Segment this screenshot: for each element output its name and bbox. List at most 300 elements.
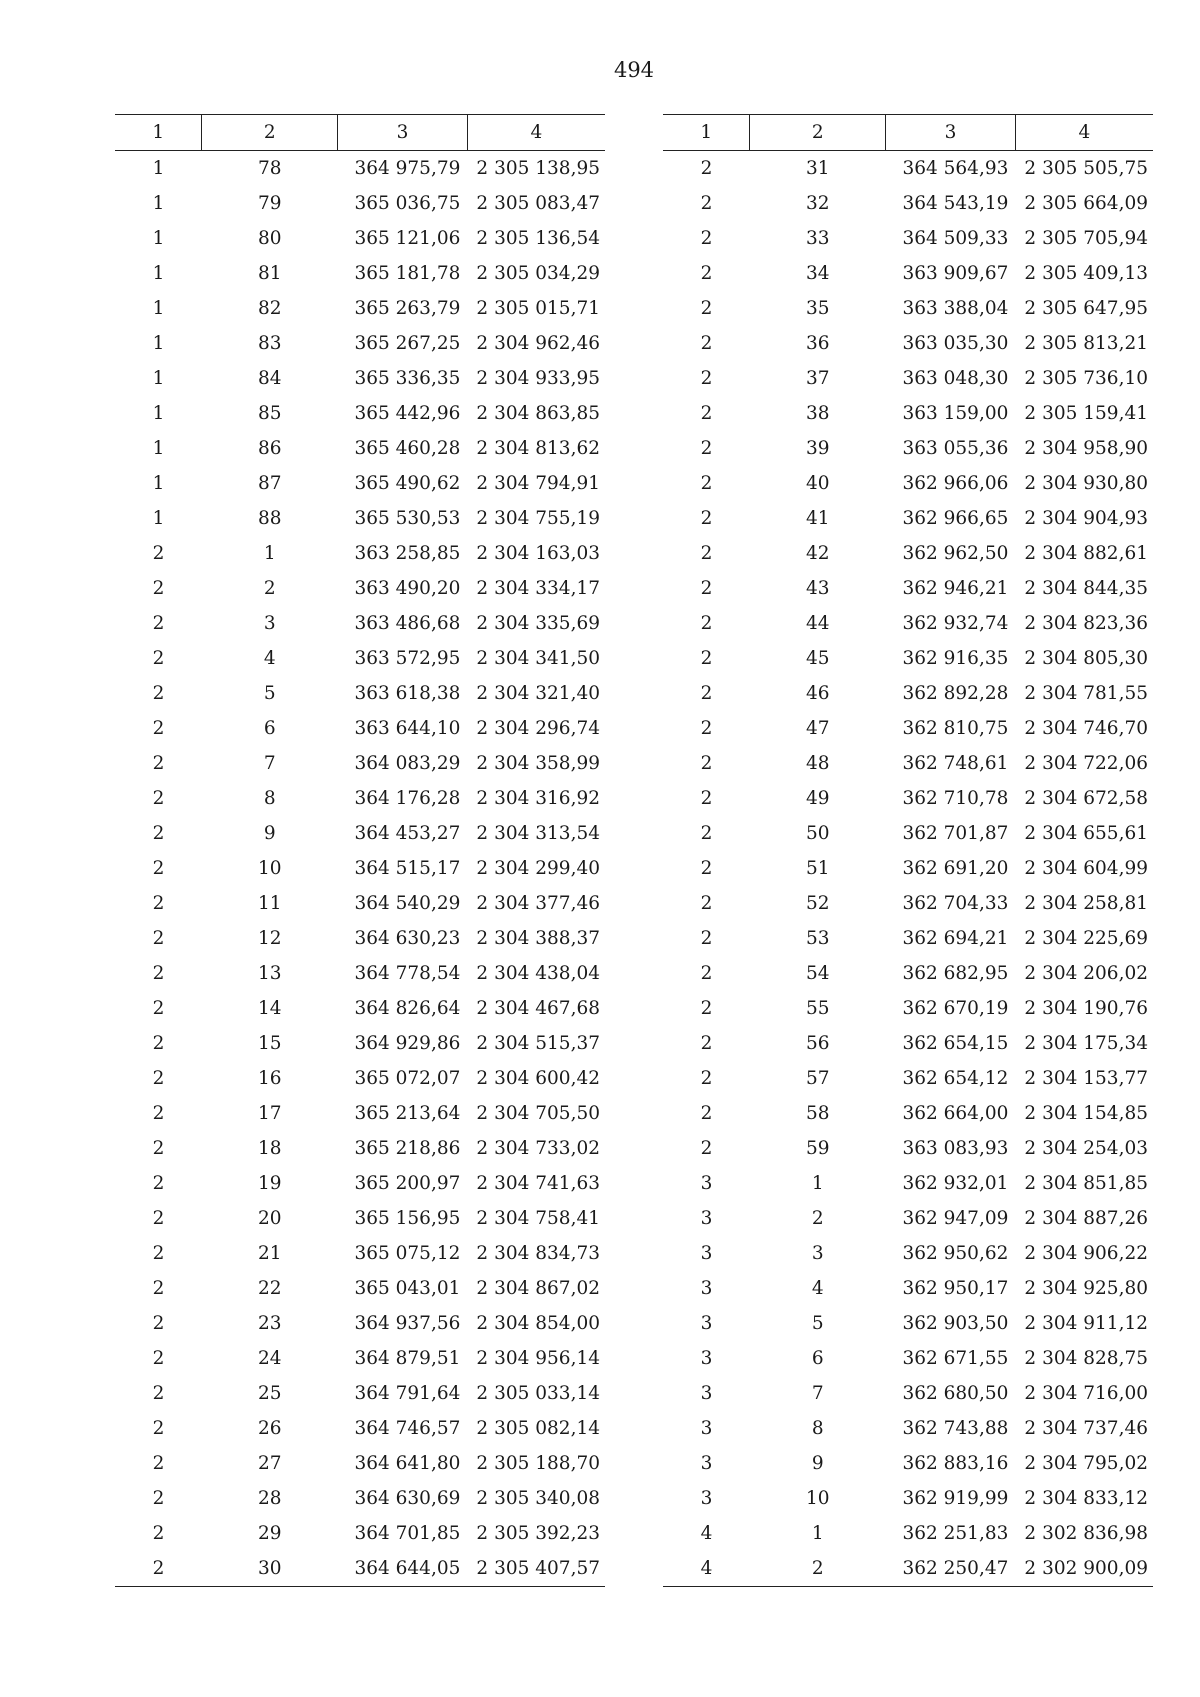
y-coordinate-cell: 2 304 958,90 (1024, 438, 1148, 459)
y-coordinate-cell: 2 304 746,70 (1024, 718, 1148, 739)
y-coordinate-cell: 2 304 335,69 (476, 613, 600, 634)
y-coordinate-cell: 2 305 505,75 (1024, 158, 1148, 179)
table-row (115, 221, 605, 256)
y-coordinate-cell: 2 304 175,34 (1024, 1033, 1148, 1054)
table-row (115, 431, 605, 466)
column-header-1: 1 (115, 115, 202, 151)
y-coordinate-cell: 2 305 188,70 (476, 1453, 600, 1474)
x-coordinate-cell: 363 486,68 (354, 613, 461, 634)
table-row (115, 466, 605, 501)
y-coordinate-cell: 2 304 867,02 (476, 1278, 600, 1299)
y-coordinate-cell: 2 304 225,69 (1024, 928, 1148, 949)
section-cell: 2 (700, 928, 713, 949)
page-number: 494 (613, 58, 655, 82)
y-coordinate-cell: 2 304 190,76 (1024, 998, 1148, 1019)
point-number-cell: 79 (257, 193, 282, 214)
point-number-cell: 1 (811, 1173, 824, 1194)
point-number-cell: 12 (257, 928, 282, 949)
column-header-3: 3 (338, 115, 468, 151)
table-row (115, 326, 605, 361)
y-coordinate-cell: 2 304 515,37 (476, 1033, 600, 1054)
table-row (663, 1306, 1153, 1341)
table-row (663, 536, 1153, 571)
y-coordinate-cell: 2 304 933,95 (476, 368, 600, 389)
table-row (663, 1166, 1153, 1201)
point-number-cell: 37 (805, 368, 830, 389)
y-coordinate-cell: 2 304 906,22 (1024, 1243, 1148, 1264)
table-row (115, 151, 605, 187)
y-coordinate-cell: 2 305 409,13 (1024, 263, 1148, 284)
table-row (663, 816, 1153, 851)
y-coordinate-cell: 2 304 388,37 (476, 928, 600, 949)
x-coordinate-cell: 363 258,85 (354, 543, 461, 564)
point-number-cell: 22 (257, 1278, 282, 1299)
column-header-4: 4 (467, 115, 605, 151)
section-cell: 1 (152, 368, 165, 389)
y-coordinate-cell: 2 304 851,85 (1024, 1173, 1148, 1194)
x-coordinate-cell: 362 251,83 (902, 1523, 1009, 1544)
section-cell: 2 (700, 438, 713, 459)
section-cell: 3 (700, 1453, 713, 1474)
column-header-4: 4 (1015, 115, 1153, 151)
table-row (115, 361, 605, 396)
coordinates-table-right (663, 114, 1153, 1587)
section-cell: 2 (152, 1348, 165, 1369)
point-number-cell: 47 (805, 718, 830, 739)
table-row (115, 186, 605, 221)
table-row (663, 1131, 1153, 1166)
point-number-cell: 8 (811, 1418, 824, 1439)
x-coordinate-cell: 362 962,50 (902, 543, 1009, 564)
table-header-row (115, 115, 605, 151)
point-number-cell: 43 (805, 578, 830, 599)
x-coordinate-cell: 365 530,53 (354, 508, 461, 529)
section-cell: 2 (700, 263, 713, 284)
section-cell: 1 (152, 473, 165, 494)
point-number-cell: 34 (805, 263, 830, 284)
x-coordinate-cell: 362 743,88 (902, 1418, 1009, 1439)
column-header-2: 2 (750, 115, 886, 151)
x-coordinate-cell: 365 036,75 (354, 193, 461, 214)
y-coordinate-cell: 2 305 736,10 (1024, 368, 1148, 389)
point-number-cell: 1 (811, 1523, 824, 1544)
table-row (115, 956, 605, 991)
table-row (115, 536, 605, 571)
y-coordinate-cell: 2 304 600,42 (476, 1068, 600, 1089)
y-coordinate-cell: 2 305 664,09 (1024, 193, 1148, 214)
point-number-cell: 23 (257, 1313, 282, 1334)
table-row (663, 606, 1153, 641)
x-coordinate-cell: 363 909,67 (902, 263, 1009, 284)
x-coordinate-cell: 362 694,21 (902, 928, 1009, 949)
section-cell: 2 (700, 1138, 713, 1159)
x-coordinate-cell: 362 810,75 (902, 718, 1009, 739)
point-number-cell: 2 (263, 578, 276, 599)
table-row (663, 991, 1153, 1026)
point-number-cell: 54 (805, 963, 830, 984)
x-coordinate-cell: 363 159,00 (902, 403, 1009, 424)
table-row (115, 291, 605, 326)
table-row (115, 711, 605, 746)
point-number-cell: 52 (805, 893, 830, 914)
x-coordinate-cell: 364 644,05 (338, 1551, 468, 1587)
y-coordinate-cell: 2 304 962,46 (476, 333, 600, 354)
section-cell: 2 (152, 1068, 165, 1089)
point-number-cell: 11 (257, 893, 282, 914)
point-number-cell: 87 (257, 473, 282, 494)
point-number-cell: 7 (263, 753, 276, 774)
table-row (663, 1026, 1153, 1061)
point-number-cell: 7 (811, 1383, 824, 1404)
point-number-cell: 4 (811, 1278, 824, 1299)
point-number-cell: 41 (805, 508, 830, 529)
x-coordinate-cell: 364 083,29 (354, 753, 461, 774)
y-coordinate-cell: 2 304 737,46 (1024, 1418, 1148, 1439)
x-coordinate-cell: 364 540,29 (354, 893, 461, 914)
x-coordinate-cell: 365 200,97 (354, 1173, 461, 1194)
section-cell: 2 (700, 473, 713, 494)
y-coordinate-cell: 2 304 334,17 (476, 578, 600, 599)
y-coordinate-cell: 2 305 159,41 (1024, 403, 1148, 424)
section-cell: 2 (152, 578, 165, 599)
x-coordinate-cell: 362 682,95 (902, 963, 1009, 984)
table-row (663, 956, 1153, 991)
section-cell: 2 (152, 1418, 165, 1439)
x-coordinate-cell: 364 630,23 (354, 928, 461, 949)
point-number-cell: 10 (805, 1488, 830, 1509)
y-coordinate-cell: 2 304 672,58 (1024, 788, 1148, 809)
section-cell: 2 (152, 1488, 165, 1509)
y-coordinate-cell: 2 304 911,12 (1024, 1313, 1148, 1334)
point-number-cell: 6 (811, 1348, 824, 1369)
x-coordinate-cell: 362 946,21 (902, 578, 1009, 599)
x-coordinate-cell: 362 883,16 (902, 1453, 1009, 1474)
table-row (663, 1236, 1153, 1271)
y-coordinate-cell: 2 305 033,14 (476, 1383, 600, 1404)
point-number-cell: 44 (805, 613, 830, 634)
y-coordinate-cell: 2 304 758,41 (476, 1208, 600, 1229)
y-coordinate-cell: 2 304 258,81 (1024, 893, 1148, 914)
section-cell: 2 (152, 1173, 165, 1194)
table-row (663, 256, 1153, 291)
x-coordinate-cell: 364 630,69 (354, 1488, 461, 1509)
point-number-cell: 82 (257, 298, 282, 319)
x-coordinate-cell: 362 671,55 (902, 1348, 1009, 1369)
section-cell: 2 (152, 928, 165, 949)
section-cell: 2 (700, 823, 713, 844)
y-coordinate-cell: 2 304 828,75 (1024, 1348, 1148, 1369)
section-cell: 1 (152, 333, 165, 354)
point-number-cell: 24 (257, 1348, 282, 1369)
point-number-cell: 26 (257, 1418, 282, 1439)
table-row (115, 816, 605, 851)
section-cell: 1 (152, 193, 165, 214)
y-coordinate-cell: 2 304 296,74 (476, 718, 600, 739)
point-number-cell: 3 (811, 1243, 824, 1264)
section-cell: 2 (152, 1138, 165, 1159)
x-coordinate-cell: 365 181,78 (354, 263, 461, 284)
x-coordinate-cell: 362 691,20 (902, 858, 1009, 879)
x-coordinate-cell: 362 701,87 (902, 823, 1009, 844)
table-row (115, 1516, 605, 1551)
point-number-cell: 88 (257, 508, 282, 529)
section-cell: 2 (152, 788, 165, 809)
x-coordinate-cell: 365 267,25 (354, 333, 461, 354)
x-coordinate-cell: 364 746,57 (354, 1418, 461, 1439)
section-cell: 2 (700, 753, 713, 774)
point-number-cell: 29 (257, 1523, 282, 1544)
point-number-cell: 14 (257, 998, 282, 1019)
x-coordinate-cell: 364 453,27 (354, 823, 461, 844)
x-coordinate-cell: 364 778,54 (354, 963, 461, 984)
table-row (663, 1376, 1153, 1411)
point-number-cell: 15 (257, 1033, 282, 1054)
point-number-cell: 18 (257, 1138, 282, 1159)
point-number-cell: 5 (811, 1313, 824, 1334)
section-cell: 4 (700, 1523, 713, 1544)
table-row (663, 361, 1153, 396)
x-coordinate-cell: 363 388,04 (902, 298, 1009, 319)
table-row (663, 1096, 1153, 1131)
x-coordinate-cell: 362 654,15 (902, 1033, 1009, 1054)
y-coordinate-cell: 2 304 358,99 (476, 753, 600, 774)
y-coordinate-cell: 2 304 755,19 (476, 508, 600, 529)
point-number-cell: 57 (805, 1068, 830, 1089)
y-coordinate-cell: 2 304 887,26 (1024, 1208, 1148, 1229)
section-cell: 2 (700, 683, 713, 704)
y-coordinate-cell: 2 305 392,23 (476, 1523, 600, 1544)
y-coordinate-cell: 2 304 254,03 (1024, 1138, 1148, 1159)
section-cell: 4 (663, 1551, 750, 1587)
coordinates-table-left (115, 114, 605, 1587)
y-coordinate-cell: 2 305 015,71 (476, 298, 600, 319)
table-row (115, 1551, 605, 1587)
x-coordinate-cell: 362 966,65 (902, 508, 1009, 529)
table-row (663, 1061, 1153, 1096)
x-coordinate-cell: 363 055,36 (902, 438, 1009, 459)
section-cell: 3 (700, 1313, 713, 1334)
point-number-cell: 86 (257, 438, 282, 459)
y-coordinate-cell: 2 305 082,14 (476, 1418, 600, 1439)
section-cell: 2 (152, 613, 165, 634)
y-coordinate-cell: 2 305 407,57 (467, 1551, 605, 1587)
table-row (115, 921, 605, 956)
table-row (115, 571, 605, 606)
section-cell: 1 (152, 263, 165, 284)
x-coordinate-cell: 362 654,12 (902, 1068, 1009, 1089)
y-coordinate-cell: 2 305 083,47 (476, 193, 600, 214)
table-row (115, 746, 605, 781)
x-coordinate-cell: 362 250,47 (886, 1551, 1016, 1587)
y-coordinate-cell: 2 304 341,50 (476, 648, 600, 669)
section-cell: 2 (700, 893, 713, 914)
x-coordinate-cell: 362 664,00 (902, 1103, 1009, 1124)
point-number-cell: 28 (257, 1488, 282, 1509)
x-coordinate-cell: 364 937,56 (354, 1313, 461, 1334)
x-coordinate-cell: 362 748,61 (902, 753, 1009, 774)
x-coordinate-cell: 362 966,06 (902, 473, 1009, 494)
point-number-cell: 78 (257, 158, 282, 179)
table-row (115, 501, 605, 536)
table-row (115, 1096, 605, 1131)
y-coordinate-cell: 2 304 795,02 (1024, 1453, 1148, 1474)
section-cell: 1 (152, 438, 165, 459)
y-coordinate-cell: 2 304 956,14 (476, 1348, 600, 1369)
point-number-cell: 30 (202, 1551, 338, 1587)
point-number-cell: 16 (257, 1068, 282, 1089)
section-cell: 2 (700, 1068, 713, 1089)
section-cell: 2 (152, 543, 165, 564)
y-coordinate-cell: 2 304 467,68 (476, 998, 600, 1019)
point-number-cell: 58 (805, 1103, 830, 1124)
table-row (115, 676, 605, 711)
y-coordinate-cell: 2 302 900,09 (1015, 1551, 1153, 1587)
table-row (663, 326, 1153, 361)
x-coordinate-cell: 364 515,17 (354, 858, 461, 879)
section-cell: 2 (700, 963, 713, 984)
section-cell: 2 (700, 788, 713, 809)
table-row (115, 1061, 605, 1096)
point-number-cell: 59 (805, 1138, 830, 1159)
x-coordinate-cell: 365 121,06 (354, 228, 461, 249)
y-coordinate-cell: 2 304 377,46 (476, 893, 600, 914)
x-coordinate-cell: 363 048,30 (902, 368, 1009, 389)
x-coordinate-cell: 365 072,07 (354, 1068, 461, 1089)
y-coordinate-cell: 2 304 833,12 (1024, 1488, 1148, 1509)
section-cell: 2 (152, 1278, 165, 1299)
section-cell: 2 (700, 228, 713, 249)
point-number-cell: 33 (805, 228, 830, 249)
point-number-cell: 1 (263, 543, 276, 564)
x-coordinate-cell: 364 543,19 (902, 193, 1009, 214)
point-number-cell: 55 (805, 998, 830, 1019)
x-coordinate-cell: 363 618,38 (354, 683, 461, 704)
table-row (115, 1446, 605, 1481)
y-coordinate-cell: 2 304 882,61 (1024, 543, 1148, 564)
x-coordinate-cell: 362 947,09 (902, 1208, 1009, 1229)
y-coordinate-cell: 2 304 163,03 (476, 543, 600, 564)
point-number-cell: 84 (257, 368, 282, 389)
y-coordinate-cell: 2 304 925,80 (1024, 1278, 1148, 1299)
table-row (663, 396, 1153, 431)
x-coordinate-cell: 362 704,33 (902, 893, 1009, 914)
y-coordinate-cell: 2 304 834,73 (476, 1243, 600, 1264)
table-row (115, 1166, 605, 1201)
point-number-cell: 9 (263, 823, 276, 844)
y-coordinate-cell: 2 304 206,02 (1024, 963, 1148, 984)
section-cell: 2 (152, 893, 165, 914)
table-row (663, 1481, 1153, 1516)
column-header-3: 3 (886, 115, 1016, 151)
x-coordinate-cell: 362 932,74 (902, 613, 1009, 634)
y-coordinate-cell: 2 304 733,02 (476, 1138, 600, 1159)
point-number-cell: 5 (263, 683, 276, 704)
table-row (115, 1026, 605, 1061)
y-coordinate-cell: 2 305 136,54 (476, 228, 600, 249)
y-coordinate-cell: 2 304 604,99 (1024, 858, 1148, 879)
y-coordinate-cell: 2 304 930,80 (1024, 473, 1148, 494)
point-number-cell: 2 (750, 1551, 886, 1587)
x-coordinate-cell: 365 490,62 (354, 473, 461, 494)
table-row (115, 1376, 605, 1411)
section-cell: 2 (152, 683, 165, 704)
y-coordinate-cell: 2 304 154,85 (1024, 1103, 1148, 1124)
y-coordinate-cell: 2 305 705,94 (1024, 228, 1148, 249)
section-cell: 3 (700, 1488, 713, 1509)
y-coordinate-cell: 2 304 813,62 (476, 438, 600, 459)
section-cell: 1 (152, 298, 165, 319)
table-row (663, 1271, 1153, 1306)
x-coordinate-cell: 365 213,64 (354, 1103, 461, 1124)
point-number-cell: 36 (805, 333, 830, 354)
x-coordinate-cell: 363 490,20 (354, 578, 461, 599)
x-coordinate-cell: 364 701,85 (354, 1523, 461, 1544)
section-cell: 3 (700, 1208, 713, 1229)
point-number-cell: 32 (805, 193, 830, 214)
y-coordinate-cell: 2 304 781,55 (1024, 683, 1148, 704)
section-cell: 3 (700, 1243, 713, 1264)
point-number-cell: 31 (805, 158, 830, 179)
y-coordinate-cell: 2 304 904,93 (1024, 508, 1148, 529)
point-number-cell: 13 (257, 963, 282, 984)
section-cell: 3 (700, 1348, 713, 1369)
y-coordinate-cell: 2 305 138,95 (476, 158, 600, 179)
x-coordinate-cell: 364 176,28 (354, 788, 461, 809)
section-cell: 2 (700, 998, 713, 1019)
table-row (663, 851, 1153, 886)
x-coordinate-cell: 364 791,64 (354, 1383, 461, 1404)
x-coordinate-cell: 365 218,86 (354, 1138, 461, 1159)
point-number-cell: 51 (805, 858, 830, 879)
y-coordinate-cell: 2 305 034,29 (476, 263, 600, 284)
point-number-cell: 9 (811, 1453, 824, 1474)
x-coordinate-cell: 365 460,28 (354, 438, 461, 459)
section-cell: 2 (700, 158, 713, 179)
table-row (663, 781, 1153, 816)
section-cell: 2 (152, 1453, 165, 1474)
x-coordinate-cell: 362 950,17 (902, 1278, 1009, 1299)
x-coordinate-cell: 362 903,50 (902, 1313, 1009, 1334)
y-coordinate-cell: 2 304 716,00 (1024, 1383, 1148, 1404)
table-row (115, 991, 605, 1026)
table-row (663, 571, 1153, 606)
y-coordinate-cell: 2 304 438,04 (476, 963, 600, 984)
y-coordinate-cell: 2 304 299,40 (476, 858, 600, 879)
section-cell: 3 (700, 1173, 713, 1194)
table-row (663, 291, 1153, 326)
section-cell: 2 (152, 753, 165, 774)
point-number-cell: 56 (805, 1033, 830, 1054)
table-row (663, 1551, 1153, 1587)
section-cell: 2 (152, 963, 165, 984)
table-row (115, 1341, 605, 1376)
y-coordinate-cell: 2 305 340,08 (476, 1488, 600, 1509)
table-row (663, 641, 1153, 676)
point-number-cell: 40 (805, 473, 830, 494)
table-row (115, 256, 605, 291)
y-coordinate-cell: 2 304 316,92 (476, 788, 600, 809)
column-header-1: 1 (663, 115, 750, 151)
point-number-cell: 83 (257, 333, 282, 354)
section-cell: 2 (700, 1033, 713, 1054)
y-coordinate-cell: 2 304 321,40 (476, 683, 600, 704)
point-number-cell: 25 (257, 1383, 282, 1404)
section-cell: 2 (152, 648, 165, 669)
section-cell: 2 (700, 858, 713, 879)
point-number-cell: 17 (257, 1103, 282, 1124)
y-coordinate-cell: 2 304 844,35 (1024, 578, 1148, 599)
table-row (115, 1481, 605, 1516)
